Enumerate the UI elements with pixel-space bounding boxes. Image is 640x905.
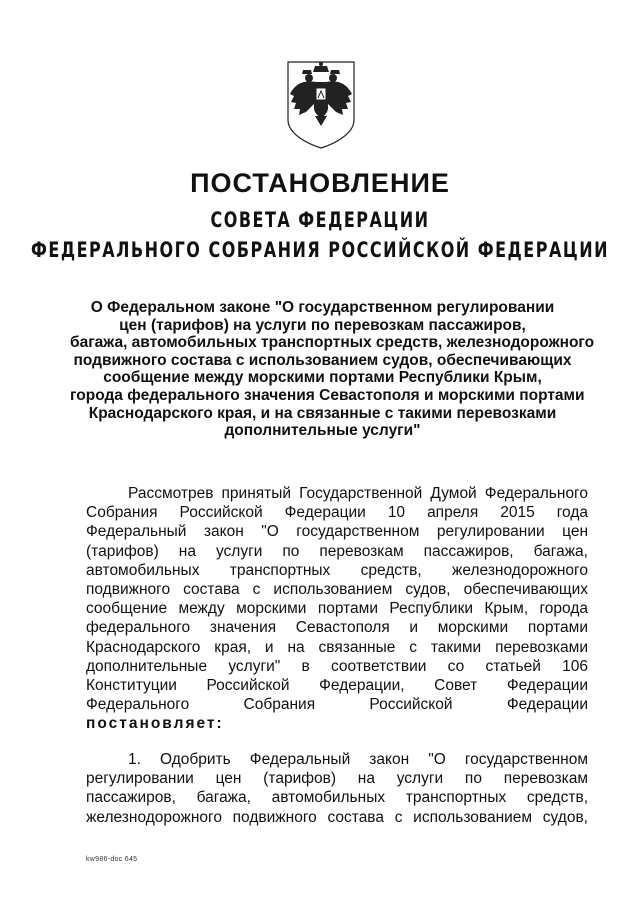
paragraph-line: дополнительные услуги" в соответствии со статьей 106 <box>86 657 588 675</box>
paragraph-line: регулировании цен (тарифов) на услуги по перевозкам <box>86 770 588 788</box>
resolution-word: постановляет: <box>86 715 224 733</box>
subject-line: багажа, автомобильных транспортных средств, железнодорожного <box>70 334 595 352</box>
subject-line: Краснодарского края, и на связанные с такими перевозками <box>88 404 557 422</box>
preamble-paragraph <box>86 484 588 733</box>
paragraph-line: Федеральный закон "О государственном регулировании цен <box>86 523 588 541</box>
russian-coat-of-arms-icon <box>286 60 356 150</box>
document-title: ПОСТАНОВЛЕНИЕ <box>190 168 450 198</box>
paragraph-line: федерального значения Севастополя и морскими портами <box>86 619 588 637</box>
issuing-body-line-2: ФЕДЕРАЛЬНОГО СОБРАНИЯ РОССИЙСКОЙ ФЕДЕРАЦИИ <box>31 236 609 263</box>
paragraph-line: Собрания Российской Федерации 10 апреля 2015 года <box>86 504 588 522</box>
paragraph-line: Рассмотрев принятый Государственной Думой Федерального <box>128 485 588 502</box>
clause-1-paragraph <box>86 750 588 827</box>
paragraph-line: Краснодарского края, и на связанные с такими перевозками <box>86 638 588 656</box>
paragraph-line: сообщение между морскими портами Республики Крым, города <box>86 600 588 618</box>
paragraph-line: подвижного состава с использованием судов, обеспечивающих <box>86 580 588 598</box>
paragraph-line: пассажиров, багажа, автомобильных транспортных средств, <box>86 789 588 807</box>
issuing-body-line-1: СОВЕТА ФЕДЕРАЦИИ <box>210 206 430 233</box>
subject-line: города федерального значения Севастополя и морскими портами <box>70 386 585 404</box>
subject-line: цен (тарифов) на услуги по перевозкам пассажиров, <box>119 316 526 334</box>
paragraph-line: железнодорожного подвижного состава с использованием судов, <box>86 808 588 826</box>
subject-line: дополнительные услуги" <box>224 422 421 440</box>
paragraph-line: (тарифов) на услуги по перевозкам пассажиров, багажа, <box>86 542 588 560</box>
paragraph-line: 1. Одобрить Федеральный закон "О государственном <box>128 751 588 768</box>
document-code: kw986-doc 645 <box>86 856 138 863</box>
subject-line: сообщение между морскими портами Республики Крым, <box>103 369 542 387</box>
subject-line: подвижного состава с использованием судов, обеспечивающих <box>73 351 572 369</box>
document-subject <box>70 299 595 440</box>
subject-line: О Федеральном законе "О государственном регулировании <box>90 299 555 316</box>
paragraph-line: Конституции Российской Федерации, Совет Федерации <box>86 676 588 694</box>
paragraph-line: автомобильных транспортных средств, железнодорожного <box>86 561 588 579</box>
paragraph-line: Федерального Собрания Российской Федерации <box>86 696 588 714</box>
